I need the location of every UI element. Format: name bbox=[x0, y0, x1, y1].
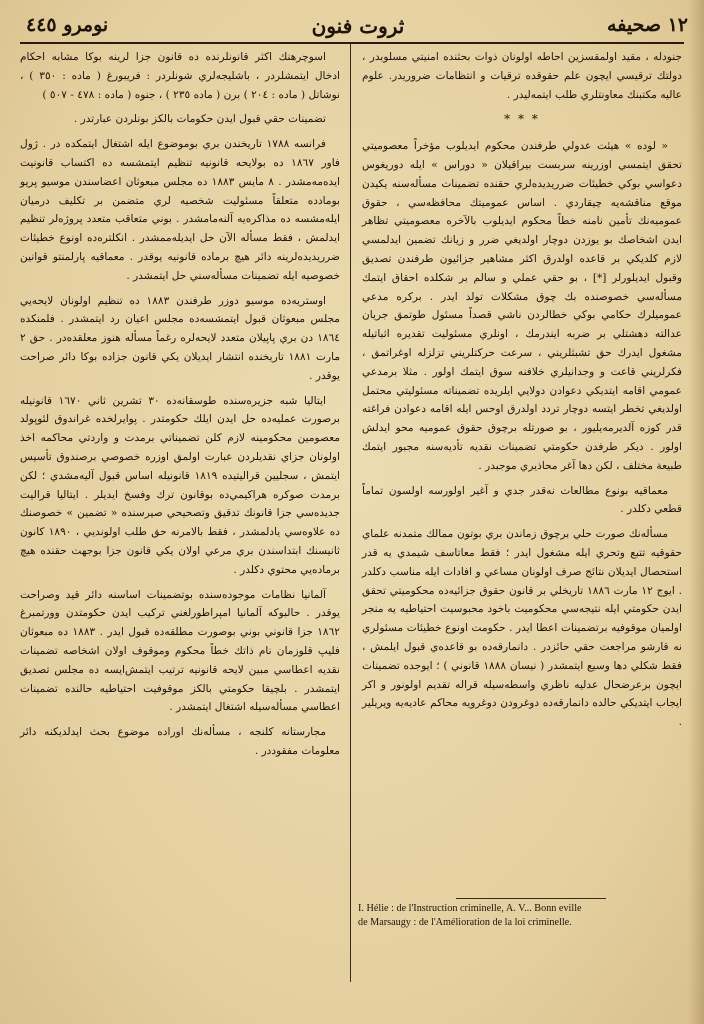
left-paragraph-4: اوستريه‌ده موسيو دوزر طرفندن ١٨٨٣ ده تنظيم اولونان لايحه‌يي مجلس مبعوثان قبول ايتمشسه‌ده مجلس اعيان رد ايتمشدر . فلمنكده ١٨٦٤ دن بري پاپيلان متعدد لايحه‌لره رغماً مسأله هنوز معلقده‌در . حق ٢ مارت ١٨٨١ تاريخنده انتشار ايديلان يكي قانون جزاده بوكا دائر صراحت يوقدر . bbox=[20, 294, 341, 382]
header-rule bbox=[20, 42, 684, 44]
right-paragraph-1: « لوده » هيئت عدولي طرفندن محكوم ايديلوب مؤخراً معصوميتي تحقق ايتمسي اوزرينه سربست بيراقيلان « دوراس » ايله دوريغوس دعواسي بوكي خطيئات ضرريديده‌لري حقنده تضمينات مسأله‌سنه يكيدن موقع مناقشه‌يه چيقاردي . اساس عموميتك محافظه‌سي ، حقوق عموميه‌نك تأمين نامنه خطاً محكوم ايديلوب بالآخره معصوميتي تظاهر ايدن اشخاصك بو يوزدن دوچار اولديغي ضرر و زيانك تضمين ايدلمسي لازم كلديكي بر قاعده اولدرق اكثر مشاهير جزائيون طرفندن تصديق وقبول ايديلورلر [*] ، بو حقي عملي و سالم بر شكلده احقاق ايتمك مسأله‌سي خصوصنده بك چوق مشكلات تولد ايدر . بركره مدعي عموميلرك حكامي بوكي خطالردن ناشي قصداً مسئول طوتمق جريان عدالته دهشتلي بر ضربه ايندرمك ، اونلري مسئوليت تقديره اثباتيله مشغول ايدرك حق تشبثلريني ، سرعت حركتلريني تزلزله اوغراتمق ، فكرلريني قاعت و وجدانيلري خلافنه سوق ايتمك اولور . مثلا برمدعي عمومي اقامه ايتديكي دعوادن دولايي ايلريده تضميناته مسئوليتي محتمل اولديغي تخطر ايتسه دوچار تردد اولدرق اوحس ايله اقامه دعوادن فراغته قدر كوزه آلديرمه‌يليور ، بو صورتله برچوق حقوق عموميه محو ايدلش اولور . ديكر طرفدن حكومتي تضمينات نقديه تأديه‌سنه مجبور ايتمك طبيعة مختلف ، لكن دها آغر محاذيري موجبدر . bbox=[362, 140, 682, 472]
right-paragraph-2: معماقيه بونوع مطالعات نه‌قدر جدي و آغير اولورسه اولسون تماماً قطعي دكلدر . bbox=[362, 484, 682, 516]
right-intro-paragraph: جنودله ، مقيد اولمقسزين احاطه اولونان ذوات بحثنده امنيتي مسلوبدر ، دولتك ترقيسي ايچون علم حقوقده ترقيات و انتظامات ضروريدر. علوم عاليه مكتبنك معاونتلري طلب ايتمه‌ليدر . bbox=[362, 51, 682, 101]
section-separator: * * * bbox=[504, 112, 540, 127]
issue-number: نومرو ٤٤٥ bbox=[26, 14, 109, 36]
left-paragraph-7: مجارستانه كلنجه ، مسأله‌نك اوراده موضوع بحث ايدلديكنه دائر معلومات مفقوددر . bbox=[20, 726, 340, 757]
right-column bbox=[362, 48, 682, 738]
left-paragraph-6: آلمانيا نظامات موجوده‌سنده بوتضمينات اساسنه دائر قيد وصراحت يوقدر . حالبوكه آلمانيا امپراطورلغني تركيب ايدن حكومتدن وورتمبرغ ١٨٦٢ جزا قانوني بوني بوصورت مطلقه‌ده قبول ايدر . ١٨٨٣ ده مبعوثان فليپ قلوزمان نام ذاتك خطاً محكوم وموقوف اولان اشخاصه تضمينات نقديه اعطاسي مبين لايحه قانونيه ترتيب ايتمش‌ايسه ده مجلس تصديق ايتمشدر . بلچيقا حكومتي بالكز موقوفيت احتياطيه حالنده تضمينات اعطاسي مسأله‌سيله اشتغال ايتمشدر . bbox=[20, 588, 340, 714]
journal-title: ثروت فنون bbox=[311, 14, 405, 38]
left-paragraph-3: فرانسه ١٧٨٨ تاريخندن بري بوموضوع ايله اشتغال ايتمكده در . ژول فاور ١٨٦٧ ده بولايحه قانونيه تنظيم ايتمشسه ده اكتساب قانونيت ايده‌مه‌مشدر . ٨ مايس ١٨٨٣ ده مجلس مبعوثان اعضاسندن موسيو پريو بومادده متعلقاً مسئوليت شخصيه لري متضمن بر تكليف درميان ايله‌مشسه ده مذاكره‌يه آلنه‌مامشدر . بوني متعاقب متعدد پروژه‌لر تنظيم ايدلمش ، فقط مسأله الآن حل ايديله‌ممشدر . انكلتره‌ده اونوع خطيئات ضرريديده‌لرينه دائر هيچ برماده قانونيه يوقدر . معماقيه پارلمنتو قوانين خصوصيه ايله تضمينات مسأله‌سني حل ايتمشدر . bbox=[20, 138, 340, 282]
footnote-line-1: I. Hélie : de l'Instruction criminelle, A. V... Bonn eville bbox=[358, 903, 582, 914]
left-paragraph-2: تضمينات حقي قبول ايدن حكومات بالكز بونلردن عبارتدر . bbox=[73, 113, 326, 126]
scan-edge-shadow bbox=[688, 0, 704, 1024]
left-column bbox=[20, 48, 340, 767]
page-header bbox=[18, 14, 688, 44]
left-paragraph-5: ايتاليا شبه جزيره‌سنده طوسقانه‌ده ٣٠ تشرين ثاني ١٦٧٠ قانونيله برصورت عمليه‌ده حل ايدن ايلك حكومتدر . پوايرلخده غراندوق لئوپولد معصومين محكومينه لازم كلن تضميناتي برمدت و واردتي محاكمه اخذ اولونان جزاي نقديلردن عبارت اولمق اوزره خصوصي برصندوق تأسيس ايتمش ، سجليين قراليتيده ١٨١٩ قانونيله اساس قبول آليه‌مشدي ؛ لكن برمدت صوكره هراكيمي‌ده بوقانون ترك وفسخ ايديلر . ايتاليا قراليت جديده‌سي جزا قانونك تدقيق وتصحيحي صيرسنده « تضمين » خصوصنك ده علاوه‌سي يادلمشدر ، فقط بالامرنه حق طلب اولونديي ، ١٨٩٠ كانون ثانيسنك ابتداسندن بري مرعي اولان يكي قانون جزا بوجهت حقنده هيچ برماده‌يي محتوي دكلدر . bbox=[20, 394, 340, 576]
footnote-rule bbox=[456, 898, 606, 899]
left-paragraph-1: اسوچرهنك اكثر قانونلرنده ده قانون جزا لرينه بوكا مشابه احكام ادخال ايتمشلردر ، باشليجه‌لري شونلردر : فريبورغ ( ماده : ٣٥٠ ) ، نوشاتل ( ماده : ٢٠٤ ) برن ( ماده ٢٣٥ ) ، جنوه ( ماده : ٤٧٨ - ٥٠٧ ) bbox=[20, 51, 340, 101]
column-divider bbox=[350, 44, 351, 982]
page-number-label: ١٢ صحيفه bbox=[607, 14, 688, 36]
footnote-line-2: de Marsaugy : de l'Amélioration de la loi criminelle. bbox=[358, 917, 572, 928]
right-paragraph-3: مسأله‌نك صورت حلي برچوق زماندن بري بوتون ممالك متمدنه علماي حقوقيه تتبع وتحري ايله مشغول ايدر ؛ فقط معاتاسف شيمدي يه قدر استحصال ايديلان نتائج صرف اولونان مساعي و افادات ايله مناسب دكلدر . ايوج ١٢ مارت ١٨٨٦ تاريخلي بر قانون حقوق جزائيه‌ده محكوميتي تحقق ايدن حكومتي ايله نتيجه‌سي محكوميت باخود محبوسيت احتياطيه يه منجر اولميان موقوفيه برتضمينات اعطا ايدر . حكومت اونوع خطيئات مسئولري نه قارشو مراجعت حقي حائزدر . دانمارقه‌ده بو قاعده‌ي قبول ايلمش ، فقط شكلي دها وسيع ايتمشدر ( نيسان ١٨٨٨ قانوني ) ؛ ايوجده تضمينات ايچون برعرضحال عدليه ناظري واسطه‌سيله قراله تقديم اولونور و اكر ايجاب ايتديكي حالده دانمارقه‌ده دوغرودن دوغرويه محاكم عاديه‌يه ويريلير . bbox=[362, 528, 682, 729]
footnote bbox=[358, 902, 684, 930]
